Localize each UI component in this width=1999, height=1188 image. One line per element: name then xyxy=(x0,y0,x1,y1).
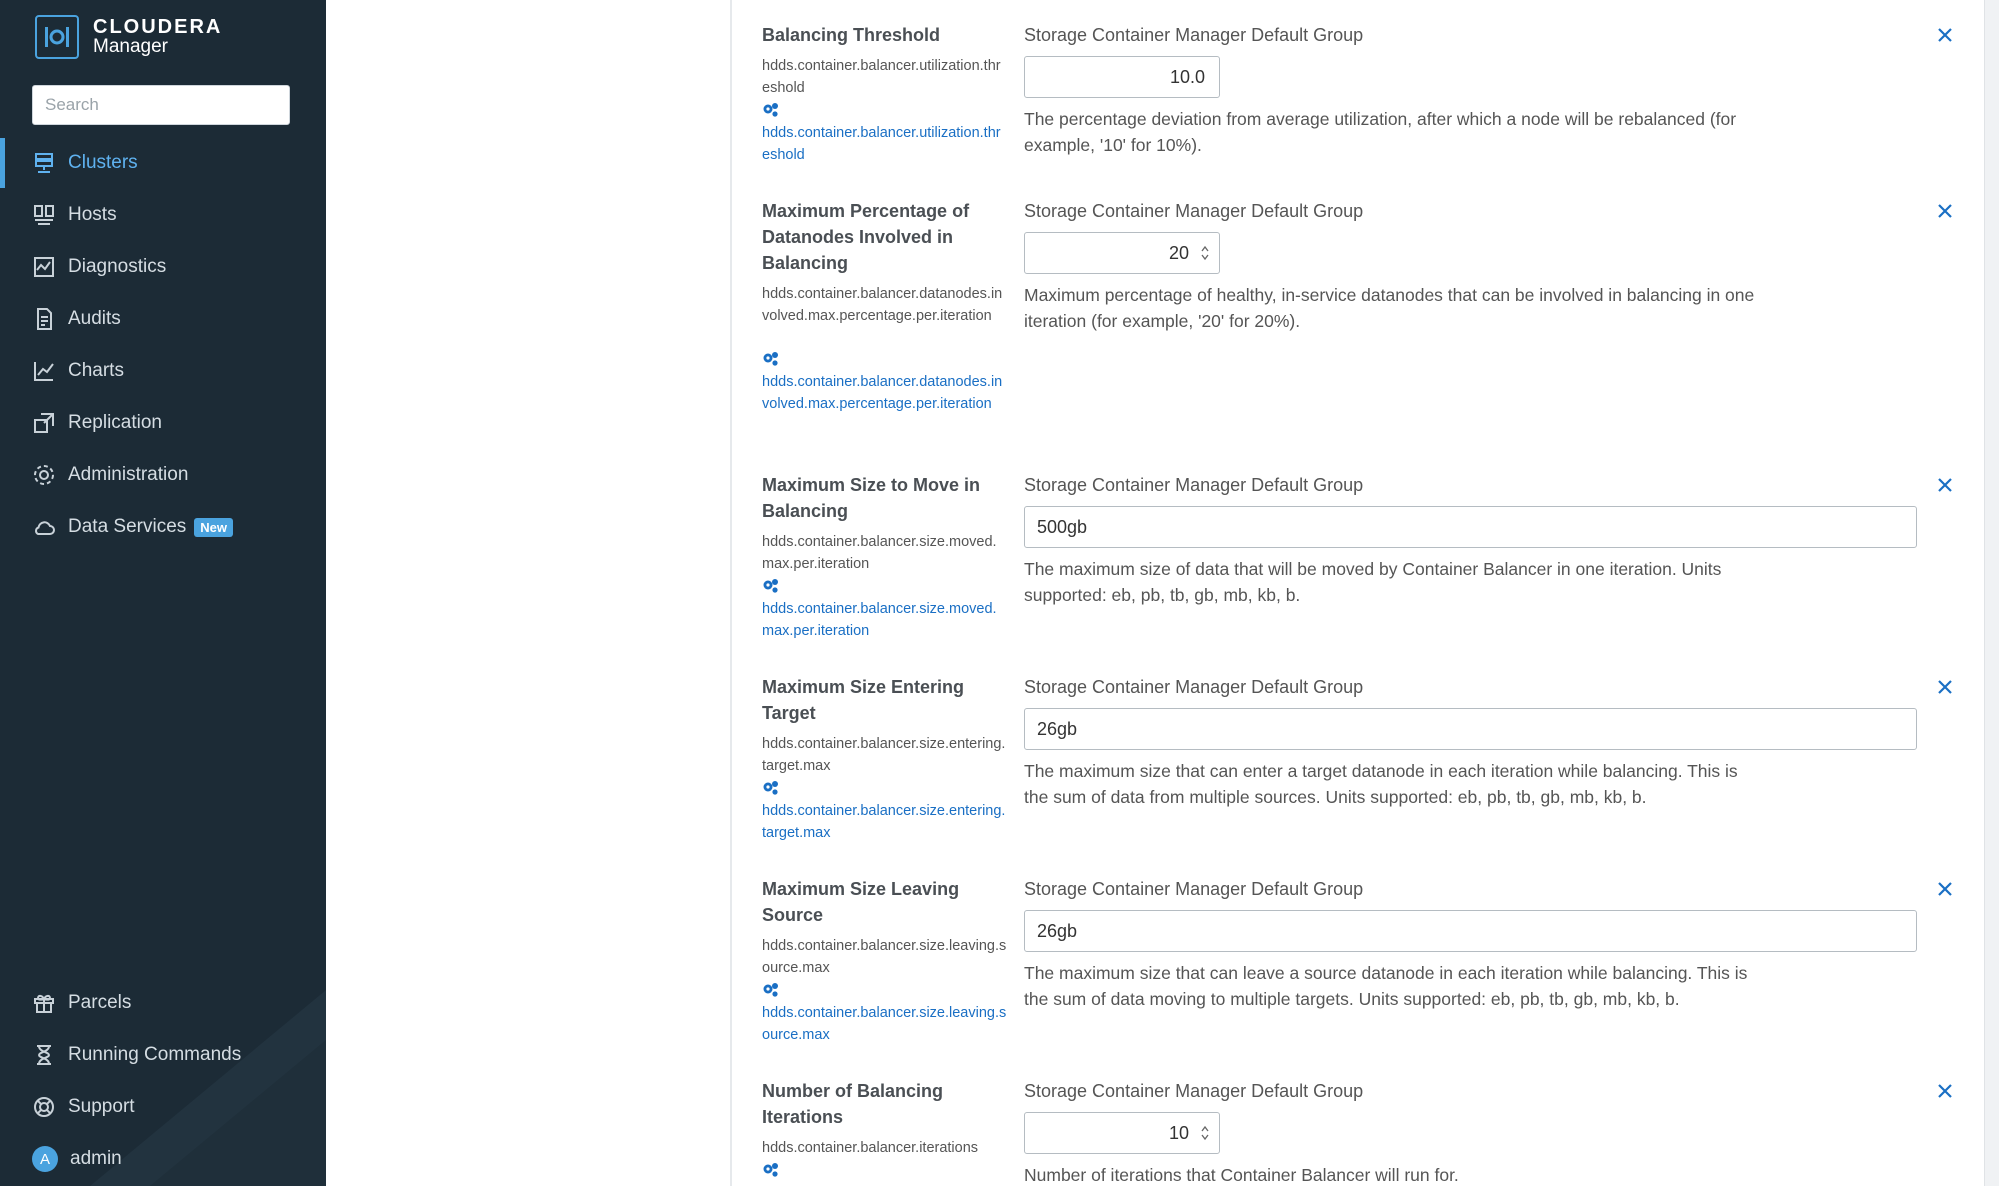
config-description: The maximum size of data that will be moved by Container Balancer in one iteration. Units supported: eb, pb, tb, gb, mb, kb, b. xyxy=(1024,559,1722,605)
sidebar-item-data-services[interactable] xyxy=(0,502,326,552)
config-group-label: Storage Container Manager Default Group xyxy=(1024,879,1364,899)
stepper-arrows-icon[interactable] xyxy=(1200,243,1210,263)
config-title: Maximum Size Leaving Source xyxy=(762,879,960,925)
config-title: Number of Balancing Iterations xyxy=(762,1081,944,1127)
cloudera-logo-mark-icon xyxy=(35,15,79,59)
sidebar-item-diagnostics[interactable] xyxy=(0,242,326,292)
size-entering-target-input[interactable] xyxy=(1024,708,1917,750)
config-property-name: hdds.container.balancer.datanodes.involved.max.percentage.per.iteration xyxy=(762,286,1003,324)
sidebar-item-audits[interactable] xyxy=(0,294,326,344)
close-icon[interactable] xyxy=(1934,878,1956,900)
gears-icon xyxy=(762,578,780,594)
sidebar-item-label: Parcels xyxy=(68,992,132,1013)
brand-name: CLOUDERA xyxy=(93,16,223,38)
config-property-link[interactable]: hdds.container.balancer.utilization.threshold xyxy=(762,125,1001,163)
hourglass-icon xyxy=(32,1043,56,1067)
size-moved-input[interactable] xyxy=(1024,506,1917,548)
close-icon[interactable] xyxy=(1934,200,1956,222)
close-icon[interactable] xyxy=(1934,474,1956,496)
config-property-name: hdds.container.balancer.iterations xyxy=(762,1140,979,1156)
sidebar-item-label: Clusters xyxy=(68,152,138,173)
config-group-label: Storage Container Manager Default Group xyxy=(1024,201,1364,221)
datanodes-percentage-stepper[interactable] xyxy=(1024,232,1220,274)
threshold-input[interactable] xyxy=(1024,56,1220,98)
config-group-label: Storage Container Manager Default Group xyxy=(1024,475,1364,495)
sidebar-item-charts[interactable] xyxy=(0,346,326,396)
replication-icon xyxy=(32,411,56,435)
config-property-link[interactable]: hdds.container.balancer.size.leaving.source.max xyxy=(762,1005,1007,1043)
sidebar-item-label: Diagnostics xyxy=(68,256,167,277)
config-title: Balancing Threshold xyxy=(762,25,941,45)
sidebar-item-administration[interactable] xyxy=(0,450,326,500)
gears-icon xyxy=(762,1162,780,1178)
config-group-label: Storage Container Manager Default Group xyxy=(1024,1081,1364,1101)
gears-icon xyxy=(762,982,780,998)
sidebar-item-clusters[interactable] xyxy=(0,138,326,188)
sidebar-item-label: Administration xyxy=(68,464,189,485)
sidebar-item-replication[interactable] xyxy=(0,398,326,448)
sidebar-item-label: Data Services xyxy=(68,516,187,537)
content-panel-border xyxy=(730,0,732,1186)
config-title: Maximum Size to Move in Balancing xyxy=(762,475,981,521)
scrollbar[interactable] xyxy=(1984,0,1999,1186)
iterations-stepper[interactable] xyxy=(1024,1112,1220,1154)
config-property-link[interactable]: hdds.container.balancer.size.moved.max.per.iteration xyxy=(762,601,997,639)
config-group-label: Storage Container Manager Default Group xyxy=(1024,25,1364,45)
sidebar-item-label: Charts xyxy=(68,360,124,381)
sidebar-item-running-commands[interactable] xyxy=(0,1030,326,1080)
sidebar-item-label: Running Commands xyxy=(68,1044,242,1065)
close-icon[interactable] xyxy=(1934,1080,1956,1102)
close-icon[interactable] xyxy=(1934,24,1956,46)
sidebar-item-label: Replication xyxy=(68,412,162,433)
config-property-name: hdds.container.balancer.utilization.threshold xyxy=(762,58,1001,96)
sidebar-item-label: Audits xyxy=(68,308,121,329)
user-name: admin xyxy=(70,1148,122,1169)
sidebar-item-label: Support xyxy=(68,1096,135,1117)
sidebar-item-user[interactable] xyxy=(0,1134,326,1184)
stepper-arrows-icon[interactable] xyxy=(1200,1123,1210,1143)
config-description: Maximum percentage of healthy, in-service datanodes that can be involved in balancing in one iteration (for example, '20' for 20%). xyxy=(1024,285,1755,331)
search-input[interactable] xyxy=(32,85,290,125)
sidebar xyxy=(0,0,326,1186)
audits-icon xyxy=(32,307,56,331)
config-description: The percentage deviation from average utilization, after which a node will be rebalanced (for example, '10' for 10%). xyxy=(1024,109,1737,155)
clusters-icon xyxy=(32,151,56,175)
sidebar-item-hosts[interactable] xyxy=(0,190,326,240)
config-description: Number of iterations that Container Balancer will run for. xyxy=(1024,1165,1459,1185)
charts-icon xyxy=(32,359,56,383)
sidebar-item-parcels[interactable] xyxy=(0,978,326,1028)
sidebar-item-support[interactable] xyxy=(0,1082,326,1132)
sidebar-item-label: Hosts xyxy=(68,204,117,225)
config-description: The maximum size that can leave a source datanode in each iteration while balancing. This is the sum of data moving to multiple targets. Units supported: eb, pb, tb, gb, mb, kb, b. xyxy=(1024,963,1748,1009)
config-property-name: hdds.container.balancer.size.moved.max.per.iteration xyxy=(762,534,997,572)
config-title: Maximum Percentage of Datanodes Involved in Balancing xyxy=(762,201,970,273)
config-title: Maximum Size Entering Target xyxy=(762,677,965,723)
config-description: The maximum size that can enter a target datanode in each iteration while balancing. This is the sum of data from multiple sources. Units supported: eb, pb, tb, gb, mb, kb, b. xyxy=(1024,761,1738,807)
diagnostics-icon xyxy=(32,255,56,279)
config-property-name: hdds.container.balancer.size.entering.target.max xyxy=(762,736,1006,774)
size-leaving-source-input[interactable] xyxy=(1024,910,1917,952)
config-property-link[interactable]: hdds.container.balancer.size.entering.target.max xyxy=(762,803,1006,841)
config-property-name: hdds.container.balancer.size.leaving.source.max xyxy=(762,938,1007,976)
lifebuoy-icon xyxy=(32,1095,56,1119)
brand-product: Manager xyxy=(93,36,168,57)
cloud-icon xyxy=(32,515,56,539)
config-property-link[interactable]: hdds.container.balancer.datanodes.involved.max.percentage.per.iteration xyxy=(762,374,1003,412)
avatar: A xyxy=(32,1146,58,1172)
config-group-label: Storage Container Manager Default Group xyxy=(1024,677,1364,697)
new-badge: New xyxy=(194,518,233,537)
gears-icon xyxy=(762,102,780,118)
cloudera-logo[interactable] xyxy=(35,14,222,60)
gift-icon xyxy=(32,991,56,1015)
gears-icon xyxy=(762,351,780,367)
close-icon[interactable] xyxy=(1934,676,1956,698)
gear-icon xyxy=(32,463,56,487)
gears-icon xyxy=(762,780,780,796)
hosts-icon xyxy=(32,203,56,227)
